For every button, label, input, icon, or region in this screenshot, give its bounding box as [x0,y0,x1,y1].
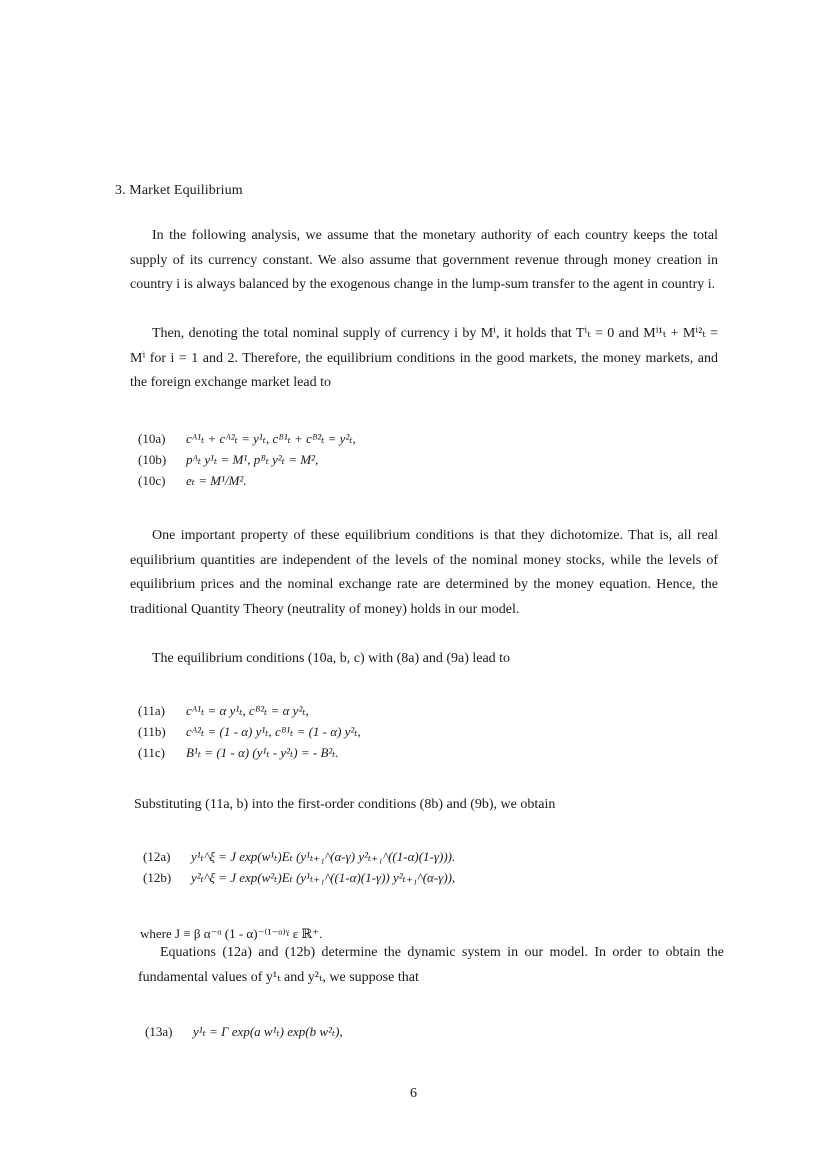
equation-body: cᴬ¹ₜ + cᴬ²ₜ = y¹ₜ, cᴮ¹ₜ + cᴮ²ₜ = y²ₜ, [186,431,356,446]
equation-block-13 [145,1021,343,1042]
paragraph-lead-to-11: The equilibrium conditions (10a, b, c) with (8a) and (9a) lead to [152,651,511,666]
equation-body: eₜ = M¹/M². [186,473,247,488]
equation-label: (11c) [138,745,165,760]
equation-label: (11a) [138,703,165,718]
equation-row [138,700,361,721]
equation-row [145,1021,343,1042]
equation-block-11 [138,700,361,763]
equation-body: cᴬ¹ₜ = α y¹ₜ, cᴮ²ₜ = α y²ₜ, [186,703,309,718]
equation-row [143,846,455,867]
paragraph-where-j: where J ≡ β α⁻ᵅ (1 - α)⁻⁽¹⁻ᵅ⁾ˠ ε ℝ⁺. [140,926,323,941]
equation-label: (12a) [143,849,171,864]
paragraph-dichotomy: One important property of these equilibrium conditions is that they dichotomize. That is, all real equilibrium quantities are independent of the levels of the nominal money stocks, while the levels of equilibrium prices and the nominal exchange rate are determined by the money equation. Hence, the traditional Quantity Theory (neutrality of money) holds in our model. [130,528,718,617]
equation-label: (11b) [138,724,166,739]
section-heading: 3. Market Equilibrium [115,183,243,198]
equation-block-10 [138,428,356,491]
equation-block-12 [143,846,455,888]
equation-body: cᴬ²ₜ = (1 - α) y¹ₜ, cᴮ¹ₜ = (1 - α) y²ₜ, [186,724,361,739]
paragraph-dynamic-system: Equations (12a) and (12b) determine the dynamic system in our model. In order to obtain the fundamental values of y¹ₜ and y²ₜ, we suppose that [138,945,724,985]
equation-row [138,742,361,763]
equation-row [143,867,455,888]
paragraph-currency-supply: Then, denoting the total nominal supply of currency i by Mⁱ, it holds that Tⁱₜ = 0 and Mⁱ¹ₜ + Mⁱ²ₜ = Mⁱ for i = 1 and 2. Therefore, the equilibrium conditions in the good markets, the money markets, and the foreign exchange market lead to [130,326,718,390]
equation-label: (13a) [145,1024,173,1039]
equation-row [138,470,356,491]
equation-body: B¹ₜ = (1 - α) (y¹ₜ - y²ₜ) = - B²ₜ. [186,745,339,760]
equation-body: y¹ₜ = Γ exp(a w¹ₜ) exp(b w²ₜ), [193,1024,343,1039]
equation-label: (10c) [138,473,166,488]
paragraph-substituting: Substituting (11a, b) into the first-order conditions (8b) and (9b), we obtain [134,797,556,812]
equation-label: (10a) [138,431,166,446]
equation-row [138,449,356,470]
equation-row [138,428,356,449]
equation-row [138,721,361,742]
equation-body: y²ₜ^ξ = J exp(w²ₜ)Eₜ (y¹ₜ₊₁^((1-α)(1-γ)) y²ₜ₊₁^(α-γ)), [191,870,456,885]
equation-body: pᴬₜ y¹ₜ = M¹, pᴮₜ y²ₜ = M², [186,452,319,467]
page-number: 6 [410,1086,417,1101]
equation-body: y¹ₜ^ξ = J exp(w¹ₜ)Eₜ (y¹ₜ₊₁^(α-γ) y²ₜ₊₁^((1-α)(1-γ))). [191,849,456,864]
equation-label: (12b) [143,870,172,885]
equation-label: (10b) [138,452,167,467]
paragraph-assumptions: In the following analysis, we assume that the monetary authority of each country keeps the total supply of its currency constant. We also assume that government revenue through money creation in country i is always balanced by the exogenous change in the lump-sum transfer to the agent in country i. [130,228,718,292]
